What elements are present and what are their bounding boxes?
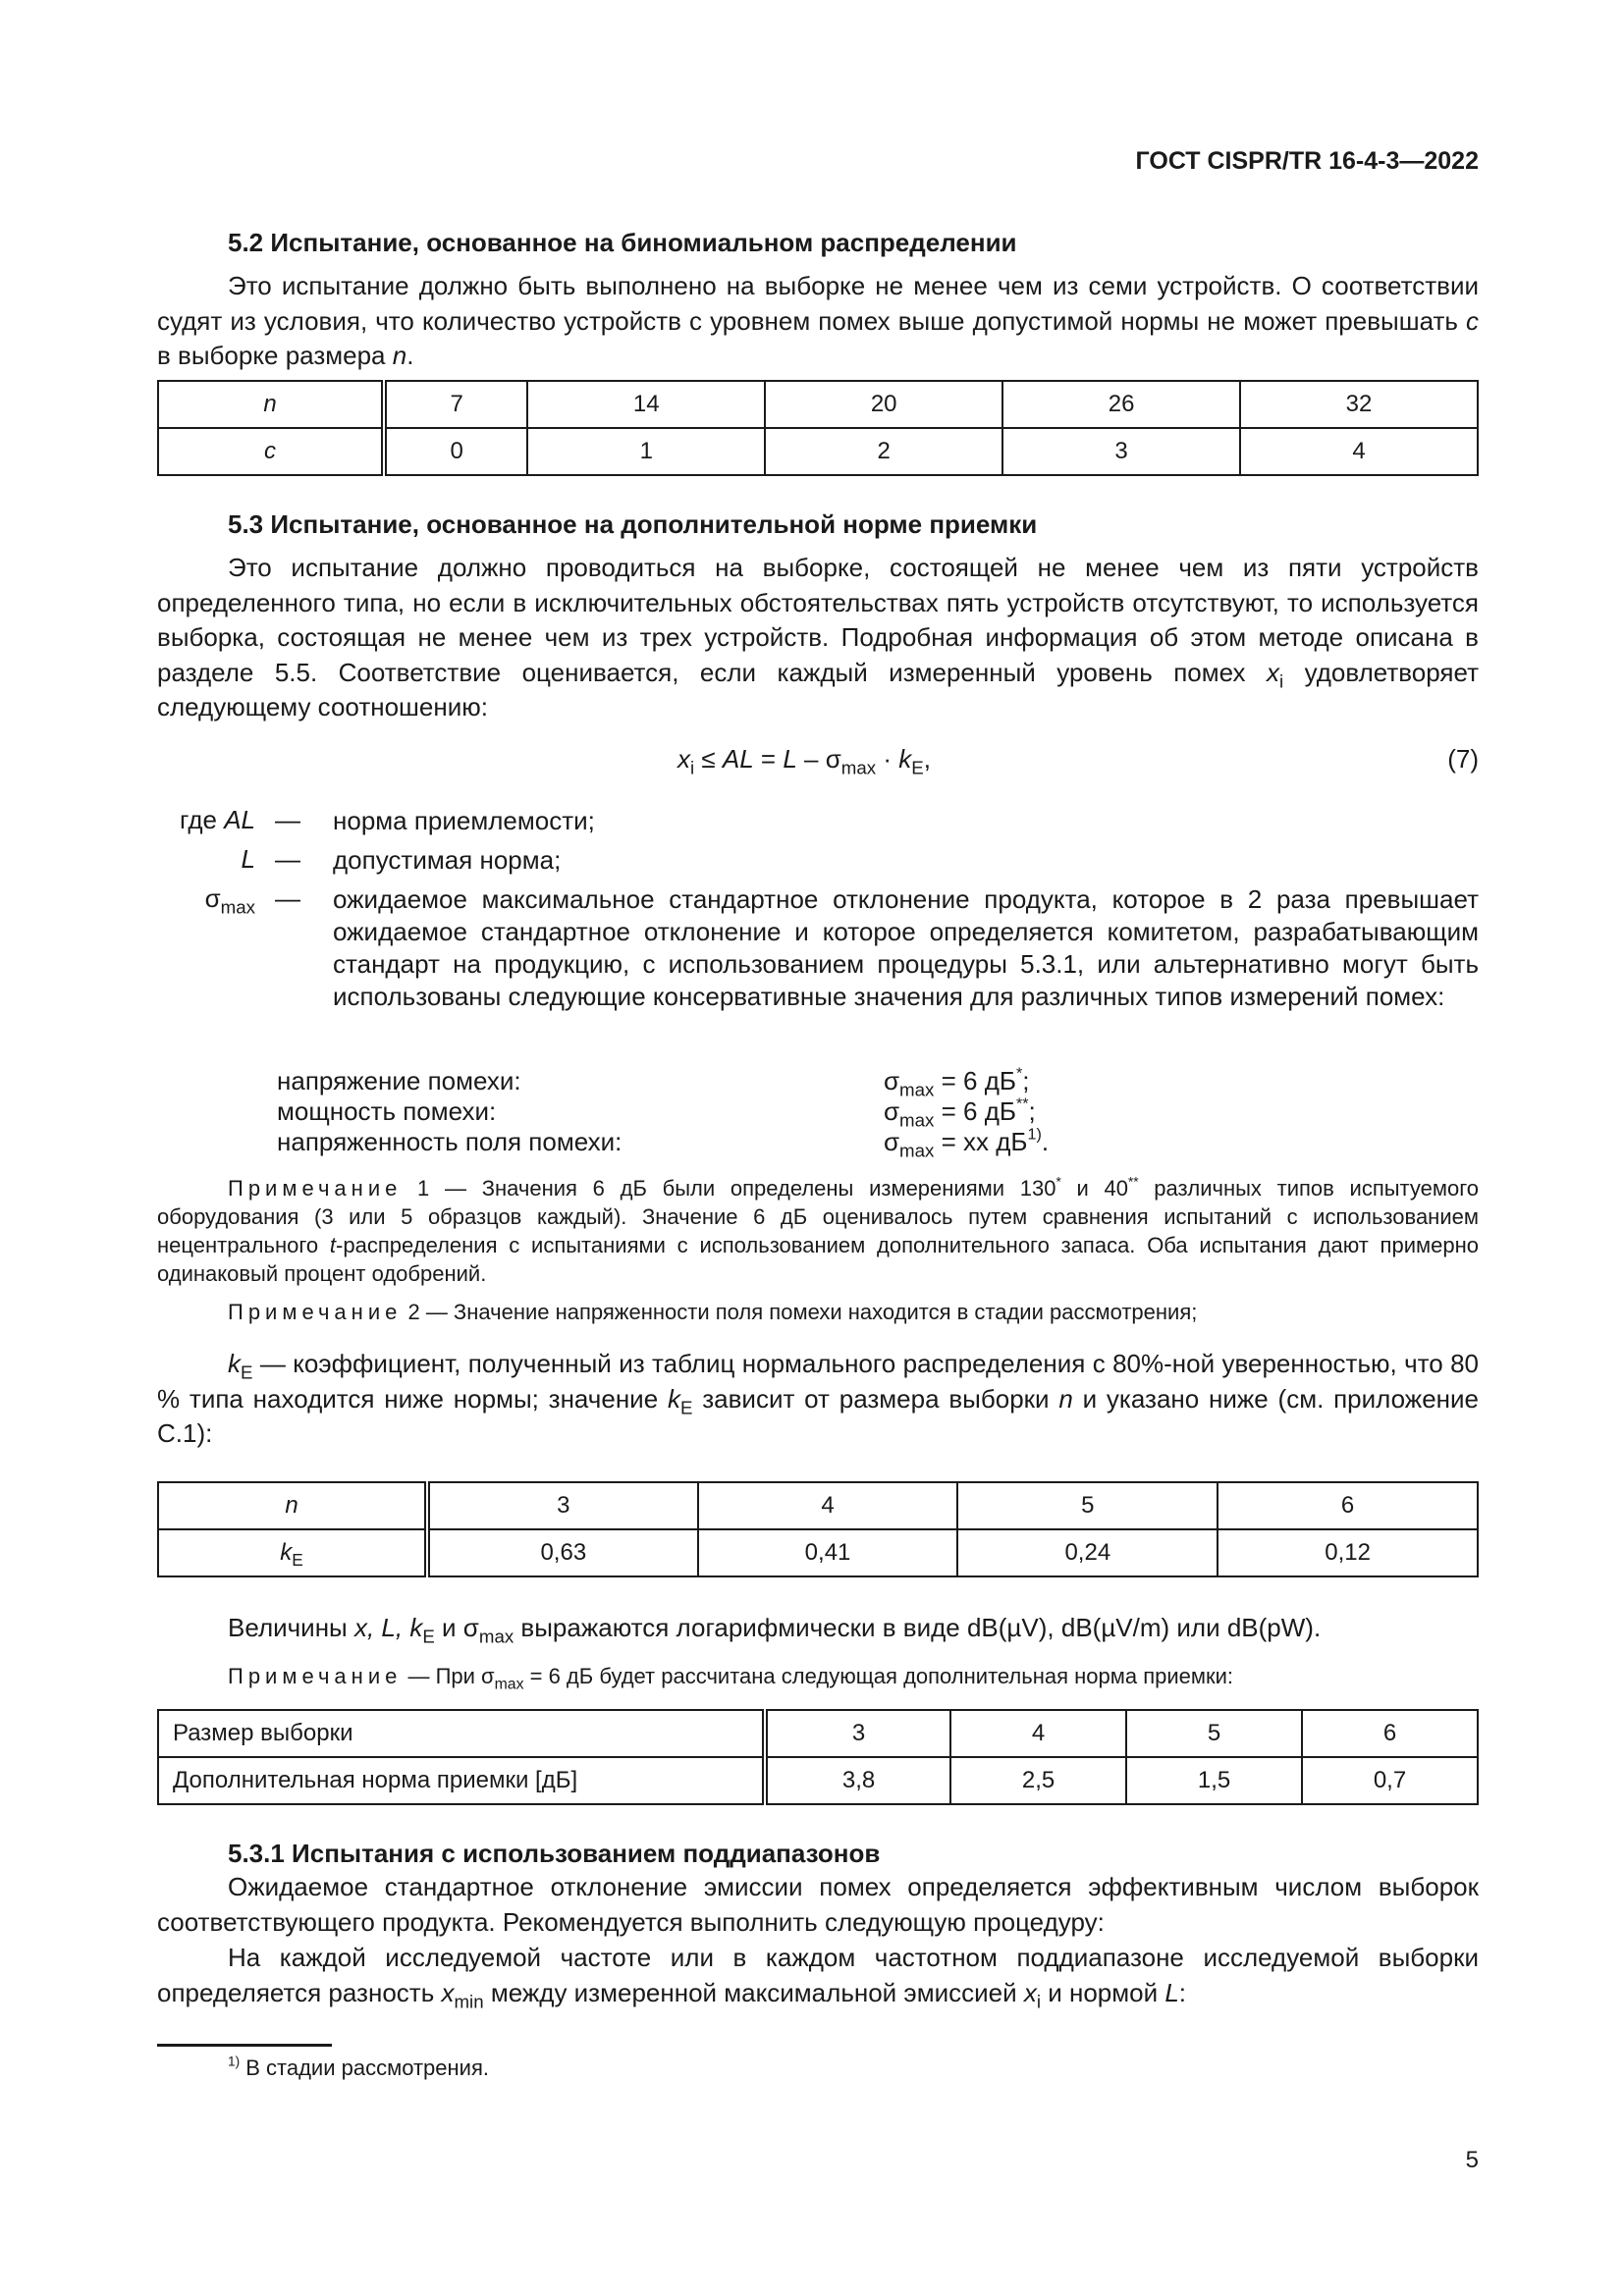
table-cell: 0,24 bbox=[957, 1529, 1218, 1576]
table-cell: 3 bbox=[427, 1482, 698, 1529]
table-cell: 14 bbox=[527, 381, 765, 428]
table-cell: 3 bbox=[765, 1710, 950, 1757]
table-cell: 3,8 bbox=[765, 1757, 950, 1804]
table-cell: 0 bbox=[384, 428, 527, 475]
table-row bbox=[158, 1482, 1478, 1529]
table-cell: 20 bbox=[765, 381, 1002, 428]
table-row bbox=[158, 1710, 1478, 1757]
table-cell: 6 bbox=[1218, 1482, 1478, 1529]
ke-table bbox=[157, 1481, 1479, 1577]
note-3: Примечание — При $\sigma_{max} = 6$ дБ будет рассчитана следующая дополнительная норма приемки: bbox=[228, 1664, 1234, 1693]
section-5-3-1-heading: 5.3.1 Испытания с использованием поддиапазонов bbox=[228, 1839, 881, 1868]
table-cell: 5 bbox=[1126, 1710, 1302, 1757]
formula-number: (7) bbox=[1447, 744, 1479, 774]
table-cell: 0,12 bbox=[1218, 1529, 1478, 1576]
section-5-3-paragraph: Это испытание должно проводиться на выборке, состоящей не менее чем из пяти устройств определенного типа, но если в исключительных обстоятельствах пять устройств отсутствуют, то используется выборка, состоящая не менее чем из трех устройств. Подробная информация об этом методе описана в разделе 5.5. Соответствие оценивается, если каждый измеренный уровень помех $x_i$ удовлетворяет следующему соотношению: bbox=[157, 553, 1479, 721]
formula-7: $x_i$ ≤ AL = $L - \sigma_{max} \cdot k_E$, bbox=[677, 744, 931, 778]
table-header-cell: $k_E$ bbox=[158, 1529, 427, 1576]
table-cell: 7 bbox=[384, 381, 527, 428]
table-row bbox=[158, 1757, 1478, 1804]
page-number: 5 bbox=[1465, 2147, 1479, 2173]
document-page: ГОСТ CISPR/TR 16-4-3—2022 5.2 Испытание, основанное на биномиальном распределении Это испытание должно быть выполнено на выборке не менее чем из семи устройств. О соответствии судят из условия, что количество устройств с уровнем помех выше допустимой нормы не может превышать c в выборке размера n. n 7 14 20 26 32 c 0 1 2 3 4 5.3 Испытание, основанное на дополнительной норме приемки Это испытание должно проводиться на выборке, состоящей не менее чем из пяти устройств определенного типа, но если в исключительных обстоятельствах пять устройств отсутствуют, то используется выборка, состоящая не менее чем из трех устройств. Подробная информация об этом методе описана в разделе 5.5. Соответствие оценивается, если каждый измеренный уровень помех $x_i$ удовлетворяет следующему соотношению: $x_i$ ≤ AL = $L - \sigma_{max} \cdot k_E$, (7) где AL — норма приемлемости; L — допустимая норма; $\sigma_{max}$ — ожидаемое максимальное стандартное отклонение продукта, которое в 2 раза превышает ожидаемое стандартное отклонение и которое определяется комитетом, разрабатывающим стандарт на продукцию, с использованием процедуры 5.3.1, или альтернативно могут быть использованы следующие консервативные значения для различных типов измерений помех: напряжение помехи: $\sigma_{max} = 6$ дБ*; мощность помехи: $\sigma_{max} = 6$ дБ**; напряженность поля помехи: $\sigma_{max}$ = хх $дБ^{1)}$. Примечание 1 — Значения 6 дБ были определены измерениями 130* и 40** различных типов испытуемого оборудования (3 или 5 образцов каждый). Значение 6 дБ оценивалось путем сравнения испытаний с использованием нецентрального t-распределения с испытаниями с использованием дополнительного запаса. Оба испытания дают примерно одинаковый процент одобрений. Примечание 2 — Значение напряженности поля помехи находится в стадии рассмотрения; $k_E$ — коэффициент, полученный из таблиц нормального распределения с 80%-ной уверенностью, что 80 % типа находится ниже нормы; значение $k_E$ зависит от размера выборки n и указано ниже (см. приложение С.1): n 3 4 5 6 $k_E$ 0,63 0,41 0,24 0,12 Величины x, L, $k_E$ и $\sigma_{max}$ выражаются логарифмически в виде dB(µV), dB(µV/m) или dB(pW). Примечание — При $\sigma_{max} = 6$ дБ будет рассчитана следующая дополнительная норма приемки: Размер выборки 3 4 5 6 Дополнительная норма приемки [дБ] 3,8 2,5 1,5 0,7 5.3.1 Испытания с использованием поддиапазонов Ожидаемое стандартное отклонение эмиссии помех определяется эффективным числом выборок соответствующего продукта. Рекомендуется выполнить следующую процедуру: На каждой исследуемой частоте или в каждом частотном поддиапазоне исследуемой выборки определяется разность $x_{min}$ между измеренной максимальной эмиссией $x_i$ и нормой L: $^{1)}$ В стадии рассмотрения. 5 bbox=[157, 147, 1479, 2173]
table-cell: 32 bbox=[1240, 381, 1478, 428]
definition-sigma-max: $\sigma_{max}$ — ожидаемое максимальное стандартное отклонение продукта, которое в 2 раза превышает ожидаемое стандартное отклонение и которое определяется комитетом, разрабатывающим стандарт на продукцию, с использованием процедуры 5.3.1, или альтернативно могут быть использованы следующие консервативные значения для различных типов измерений помех: bbox=[204, 883, 1479, 1011]
table-cell: 26 bbox=[1002, 381, 1240, 428]
definition-l: L — допустимая норма; bbox=[241, 844, 562, 875]
note-2: Примечание 2 — Значение напряженности поля помехи находится в стадии рассмотрения; bbox=[228, 1300, 1198, 1324]
table-row bbox=[158, 428, 1478, 475]
section-5-3-heading: 5.3 Испытание, основанное на дополнительной норме приемки bbox=[228, 509, 1038, 539]
document-header: ГОСТ CISPR/TR 16-4-3—2022 bbox=[1135, 147, 1479, 175]
ke-paragraph: $k_E$ — коэффициент, полученный из таблиц нормального распределения с 80%-ной уверенностью, что 80 % типа находится ниже нормы; значение $k_E$ зависит от размера выборки n и указано ниже (см. приложение С.1): bbox=[157, 1349, 1479, 1448]
table-header-cell: n bbox=[158, 381, 384, 428]
section-5-3-1-paragraph-1: Ожидаемое стандартное отклонение эмиссии помех определяется эффективным числом выборок соответствующего продукта. Рекомендуется выполнить следующую процедуру: bbox=[157, 1872, 1479, 1937]
section-5-2-paragraph: Это испытание должно быть выполнено на выборке не менее чем из семи устройств. О соответствии судят из условия, что количество устройств с уровнем помех выше допустимой нормы не может превышать c в выборке размера n. bbox=[157, 271, 1479, 370]
acceptance-limit-table bbox=[157, 1709, 1479, 1805]
table-cell: 0,41 bbox=[698, 1529, 958, 1576]
table-cell: 5 bbox=[957, 1482, 1218, 1529]
table-cell: 2 bbox=[765, 428, 1002, 475]
table-cell: 4 bbox=[950, 1710, 1126, 1757]
binomial-table bbox=[157, 380, 1479, 476]
footnote-separator bbox=[157, 2044, 332, 2047]
table-cell: 6 bbox=[1302, 1710, 1478, 1757]
table-row bbox=[158, 381, 1478, 428]
table-cell: 2,5 bbox=[950, 1757, 1126, 1804]
table-header-cell: c bbox=[158, 428, 384, 475]
table-header-cell: n bbox=[158, 1482, 427, 1529]
table-cell: 3 bbox=[1002, 428, 1240, 475]
table-cell: 0,7 bbox=[1302, 1757, 1478, 1804]
section-5-2-heading: 5.2 Испытание, основанное на биномиальном распределении bbox=[228, 228, 1017, 257]
table-cell: 0,63 bbox=[427, 1529, 698, 1576]
table-cell: 4 bbox=[1240, 428, 1478, 475]
table-row bbox=[158, 1529, 1478, 1576]
table-header-cell: Дополнительная норма приемки [дБ] bbox=[158, 1757, 765, 1804]
table-cell: 4 bbox=[698, 1482, 958, 1529]
table-cell: 1 bbox=[527, 428, 765, 475]
note-1: Примечание 1 — Значения 6 дБ были определены измерениями 130* и 40** различных типов испытуемого оборудования (3 или 5 образцов каждый). Значение 6 дБ оценивалось путем сравнения испытаний с использованием нецентрального t-распределения с испытаниями с использованием дополнительного запаса. Оба испытания дают примерно одинаковый процент одобрений. bbox=[157, 1174, 1479, 1286]
footnote: $^{1)}$ В стадии рассмотрения. bbox=[228, 2054, 489, 2080]
table-cell: 1,5 bbox=[1126, 1757, 1302, 1804]
definition-al: где AL — норма приемлемости; bbox=[180, 805, 595, 835]
table-header-cell: Размер выборки bbox=[158, 1710, 765, 1757]
section-5-3-1-paragraph-2: На каждой исследуемой частоте или в каждом частотном поддиапазоне исследуемой выборки определяется разность $x_{min}$ между измеренной максимальной эмиссией $x_i$ и нормой L: bbox=[157, 1943, 1479, 2012]
definitions-list bbox=[157, 805, 1479, 1020]
units-paragraph: Величины x, L, $k_E$ и $\sigma_{max}$ выражаются логарифмически в виде dB(µV), dB(µV/m) или dB(pW). bbox=[228, 1613, 1322, 1647]
